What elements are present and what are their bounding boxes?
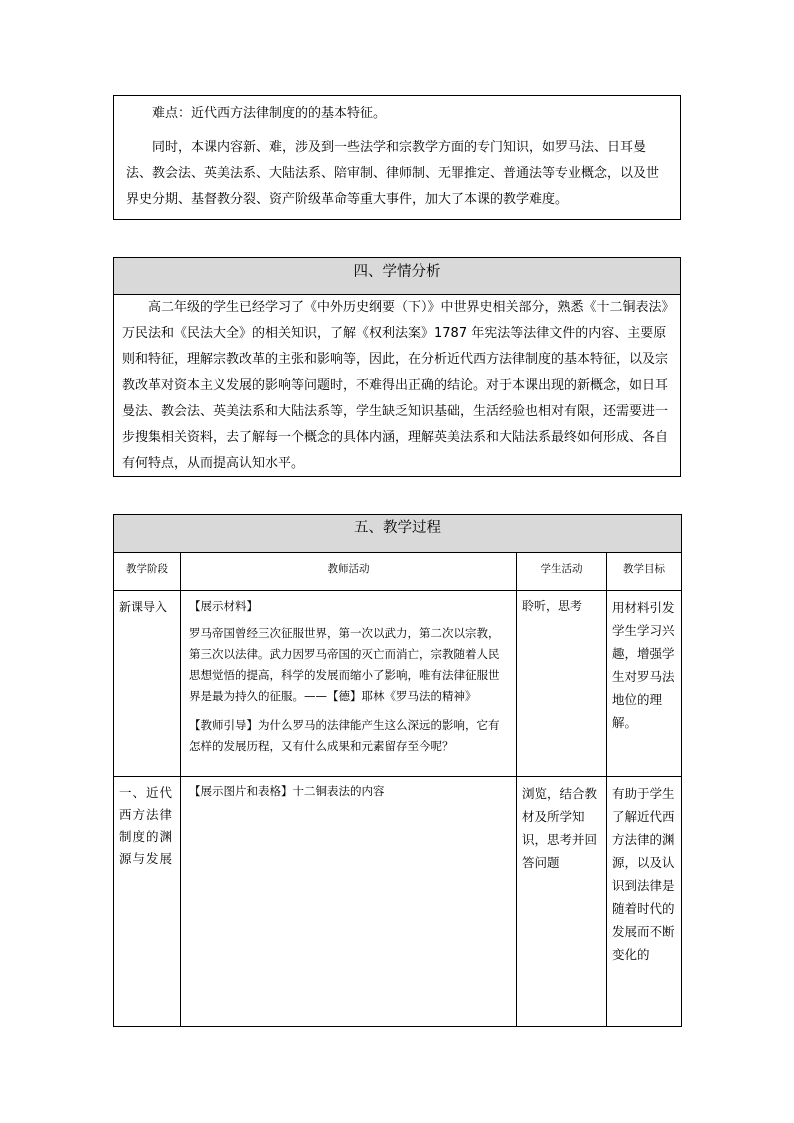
table-row (114, 591, 682, 777)
difficulty-box (113, 95, 681, 220)
teaching-process-title: 五、教学过程 (114, 515, 682, 553)
col-header-student: 学生活动 (517, 553, 607, 591)
row2-goal: 有助于学生了解近代西方法律的渊源，以及认识到法律是随着时代的发展而不断变化的 (607, 777, 682, 1027)
learner-analysis-paragraph: 高二年级的学生已经学习了《中外历史纲要（下）》中世界史相关部分，熟悉《十二铜表法》万民法和《民法大全》的相关知识，了解《权利法案》1787 年宪法等法律文件的内容、主要原则和特征，理解宗教改革的主张和影响等，因此，在分析近代西方法律制度的基本特征，以及宗教改革对资本主义发展的影响等问题时，不难得出正确的结论。对于本课出现的新概念，如日耳曼法、教会法、英美法系和大陆法系等，学生缺乏知识基础，生活经验也相对有限，还需要进一步搜集相关资料，去了解每一个概念的具体内涵，理解英美法系和大陆法系最终如何形成、各自有何特点，从而提高认知水平。 (122, 300, 669, 471)
row1-stage: 新课导入 (114, 591, 181, 777)
col-header-goal: 教学目标 (607, 553, 682, 591)
row1-teacher-material: 罗马帝国曾经三次征服世界，第一次以武力，第二次以宗教，第三次以法律。武力因罗马帝国的灭亡而消亡，宗教随着人民思想觉悟的提高，科学的发展而缩小了影响，唯有法律征服世界是最为持久的征服。——【德】耶林《罗马法的精神》 (189, 626, 500, 703)
learner-analysis-title: 四、学情分析 (114, 258, 680, 295)
table-row (114, 777, 682, 1027)
row1-teacher-guide: 【教师引导】为什么罗马的法律能产生这么深远的影响，它有怎样的发展历程，又有什么成果和元素留存至今呢？ (189, 718, 500, 753)
learner-analysis-box (113, 257, 681, 477)
row2-teacher: 【展示图片和表格】十二铜表法的内容 (181, 777, 517, 1027)
row2-student: 浏览，结合教材及所学知识，思考并回答问题 (517, 777, 607, 1027)
difficulty-paragraph: 同时，本课内容新、难，涉及到一些法学和宗教学方面的专门知识，如罗马法、日耳曼法、教会法、英美法系、大陆法系、陪审制、律师制、无罪推定、普通法等专业概念，以及世界史分期、基督教分裂、资产阶级革命等重大事件，加大了本课的教学难度。 (126, 140, 660, 207)
teaching-process-box (113, 514, 681, 1025)
table-header-row (114, 553, 682, 591)
col-header-stage: 教学阶段 (114, 553, 181, 591)
row1-teacher-label: 【展示材料】 (189, 599, 258, 613)
row1-teacher (181, 591, 517, 777)
row2-stage: 一、近代西方法律制度的渊源与发展 (114, 777, 181, 1027)
col-header-teacher: 教师活动 (181, 553, 517, 591)
difficulty-point: 难点：近代西方法律制度的的基本特征。 (152, 106, 387, 121)
teaching-process-table (113, 514, 682, 1027)
row1-goal: 用材料引发学生学习兴趣，增强学生对罗马法地位的理解。 (607, 591, 682, 777)
row1-student: 聆听，思考 (517, 591, 607, 777)
